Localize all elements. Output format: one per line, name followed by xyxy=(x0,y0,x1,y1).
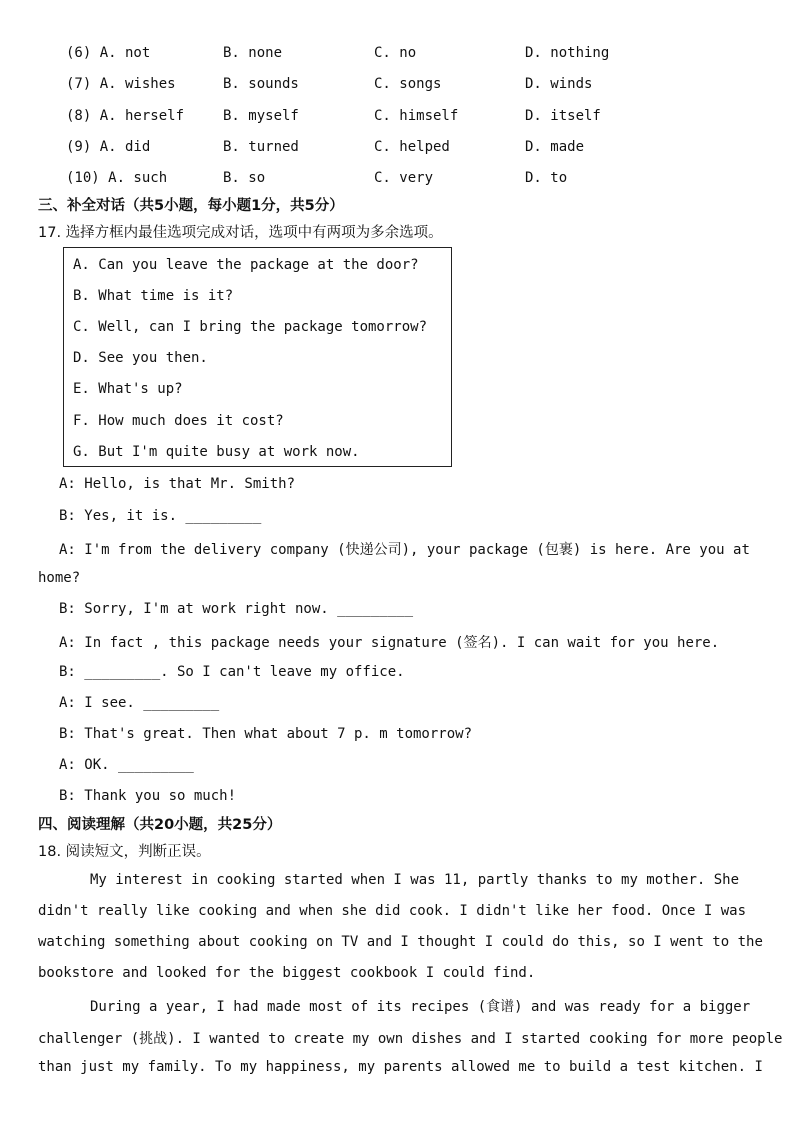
passage-line: didn't really like cooking and when she did cook. I didn't like her food. Once I was xyxy=(38,903,747,919)
option-a: (10) A. such xyxy=(66,170,168,186)
option-b: B. turned xyxy=(223,139,299,155)
passage-line: bookstore and looked for the biggest cookbook I could find. xyxy=(38,965,536,981)
option-b: B. sounds xyxy=(223,76,299,92)
passage-line: My interest in cooking started when I was 11, partly thanks to my mother. She xyxy=(90,872,740,888)
option-row xyxy=(0,170,794,190)
option-a: (9) A. did xyxy=(66,139,151,155)
passage-line: challenger (挑战). I wanted to create my own dishes and I started cooking for more people xyxy=(38,1031,783,1047)
dialogue-line: B: That's great. Then what about 7 p. m tomorrow? xyxy=(59,726,473,742)
box-option: D. See you then. xyxy=(73,350,208,366)
question-title: 18. 阅读短文，判断正误。 xyxy=(38,844,211,860)
option-b: B. myself xyxy=(223,108,299,124)
option-b: B. so xyxy=(223,170,266,186)
box-option: E. What's up? xyxy=(73,381,183,397)
option-d: D. nothing xyxy=(525,45,610,61)
section-heading: 三、补全对话（共5小题，每小题1分，共5分） xyxy=(38,198,344,214)
dialogue-line: A: I see. _________ xyxy=(59,695,220,711)
dialogue-line: A: Hello, is that Mr. Smith? xyxy=(59,476,296,492)
option-row xyxy=(0,45,794,65)
option-d: D. made xyxy=(525,139,585,155)
passage-line: than just my family. To my happiness, my parents allowed me to build a test kitchen. I xyxy=(38,1059,763,1075)
option-a: (6) A. not xyxy=(66,45,151,61)
option-c: C. no xyxy=(374,45,417,61)
box-option: B. What time is it? xyxy=(73,288,234,304)
box-option: C. Well, can I bring the package tomorrow? xyxy=(73,319,428,335)
passage-line: During a year, I had made most of its recipes (食谱) and was ready for a bigger xyxy=(90,999,751,1015)
dialogue-line: B: _________. So I can't leave my office. xyxy=(59,664,405,680)
option-d: D. winds xyxy=(525,76,593,92)
dialogue-line: B: Yes, it is. _________ xyxy=(59,508,262,524)
dialogue-line: B: Thank you so much! xyxy=(59,788,237,804)
question-title: 17. 选择方框内最佳选项完成对话，选项中有两项为多余选项。 xyxy=(38,225,443,241)
option-d: D. to xyxy=(525,170,568,186)
option-a: (7) A. wishes xyxy=(66,76,176,92)
option-b: B. none xyxy=(223,45,283,61)
dialogue-line: home? xyxy=(38,570,81,586)
dialogue-line: A: I'm from the delivery company (快递公司), your package (包裹) is here. Are you at xyxy=(59,542,750,558)
option-c: C. helped xyxy=(374,139,450,155)
option-row xyxy=(0,139,794,159)
options-box xyxy=(63,247,452,467)
box-option: A. Can you leave the package at the door? xyxy=(73,257,419,273)
dialogue-line: A: In fact , this package needs your signature (签名). I can wait for you here. xyxy=(59,635,720,651)
box-option: F. How much does it cost? xyxy=(73,413,284,429)
section-heading: 四、阅读理解（共20小题，共25分） xyxy=(38,817,282,833)
option-c: C. songs xyxy=(374,76,442,92)
dialogue-line: A: OK. _________ xyxy=(59,757,194,773)
option-row xyxy=(0,108,794,128)
option-a: (8) A. herself xyxy=(66,108,185,124)
option-row xyxy=(0,76,794,96)
option-c: C. very xyxy=(374,170,434,186)
passage-line: watching something about cooking on TV and I thought I could do this, so I went to the xyxy=(38,934,763,950)
option-d: D. itself xyxy=(525,108,601,124)
dialogue-line: B: Sorry, I'm at work right now. _________ xyxy=(59,601,414,617)
box-option: G. But I'm quite busy at work now. xyxy=(73,444,360,460)
option-c: C. himself xyxy=(374,108,459,124)
